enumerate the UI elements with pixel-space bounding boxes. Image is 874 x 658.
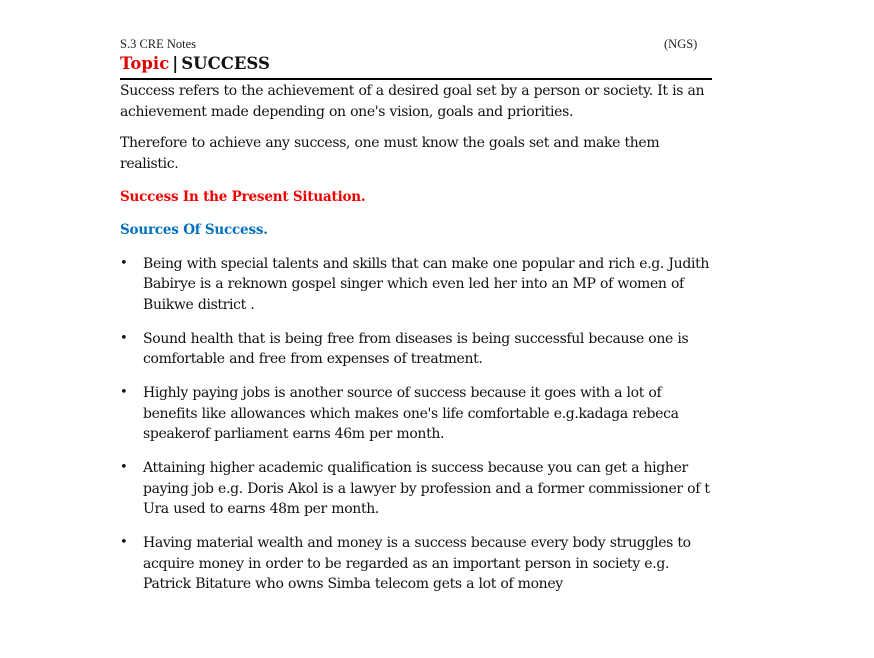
list-item — [120, 458, 716, 520]
bullet-icon: • — [120, 460, 128, 476]
course-label: S.3 CRE Notes — [120, 37, 197, 51]
bullet-icon: • — [120, 330, 128, 346]
bullet-icon: • — [120, 535, 128, 551]
list-item-text: Highly paying jobs is another source of success because it goes with a lot of benefits like allowances which makes one's life comfortable e.g.kadaga rebeca speakerof parliament earns 46m per month. — [143, 385, 679, 443]
list-item — [120, 383, 716, 445]
document-content — [120, 36, 716, 591]
list-item-text: Sound health that is being free from diseases is being successful because one is comfortable and free from expenses of treatment. — [143, 330, 689, 368]
section-heading: Success In the Present Situation. — [120, 188, 366, 205]
list-item — [120, 254, 716, 316]
sources-list — [120, 254, 716, 591]
intro-paragraph: Success refers to the achievement of a desired goal set by a person or society. It is an achievement made depending on one's vision, goals and priorities. — [120, 83, 705, 120]
list-item-text: Being with special talents and skills that can make one popular and rich e.g. Judith Babirye is a reknown gospel singer which even led her into an MP of women of Buikwe district . — [143, 255, 710, 313]
goals-paragraph: Therefore to achieve any success, one must know the goals set and make them realistic. — [120, 135, 660, 173]
page-title — [120, 53, 716, 77]
title-divider — [120, 78, 712, 80]
bullet-icon: • — [120, 385, 128, 401]
topic-label: Topic — [120, 54, 170, 73]
subsection-heading: Sources Of Success. — [120, 221, 268, 238]
list-item — [120, 329, 716, 370]
title-separator: | — [172, 54, 179, 73]
list-item — [120, 533, 716, 591]
list-item-text: Attaining higher academic qualification is success because you can get a higher paying job e.g. Doris Akol is a lawyer by profession and a former commissioner of t Ura used to earns 48m per month. — [143, 460, 710, 518]
topic-subject: SUCCESS — [181, 54, 270, 73]
bullet-icon: • — [120, 255, 128, 271]
page-header — [120, 36, 716, 52]
list-item-text: Having material wealth and money is a success because every body struggles to acquire money in order to be regarded as an important person in society e.g. Patrick Bitature who owns Simba telecom gets a lot of money — [143, 535, 691, 591]
author-initials: (NGS) — [664, 37, 698, 51]
